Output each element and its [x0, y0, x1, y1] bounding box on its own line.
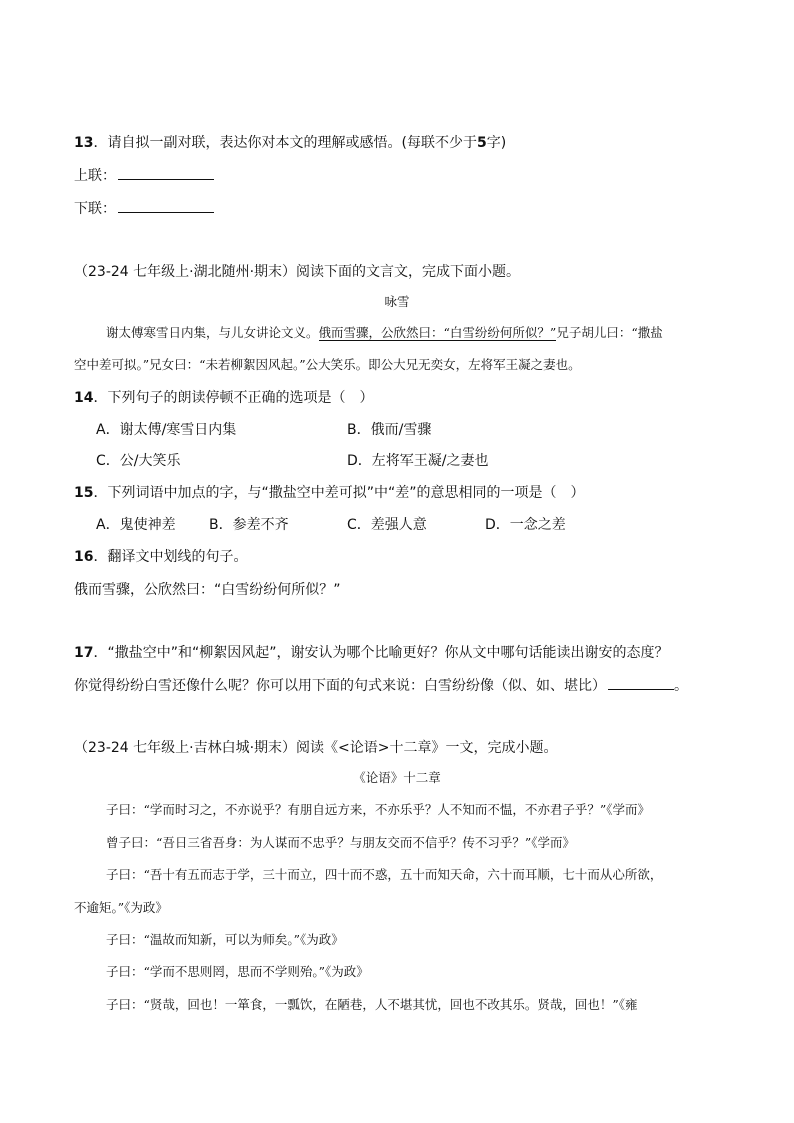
passage-line — [106, 323, 663, 343]
question-number: 14 — [74, 390, 94, 406]
question-17 — [74, 643, 669, 663]
question-17-line2 — [74, 675, 688, 696]
question-15 — [74, 483, 585, 503]
passage-line: 子曰：“贤哉，回也！一箪食，一瓢饮，在陋巷，人不堪其忧，回也不改其乐。贤哉，回也！”《雍 — [106, 997, 638, 1012]
option-b[interactable]: B．俄而/雪骤 — [347, 422, 432, 438]
passage-title: 《论语》十二章 — [353, 770, 441, 785]
passage-line: 空中差可拟。”兄女曰：“未若柳絮因风起。”公大笑乐。即公大兄无奕女，左将军王凝之妻也。 — [74, 357, 581, 372]
question-text: ．“撒盐空中”和“柳絮因风起”，谢安认为哪个比喻更好？你从文中哪句话能读出谢安的态度？ — [93, 645, 669, 661]
section-source: （23-24 七年级上·湖北随州·期末）阅读下面的文言文，完成下面小题。 — [74, 264, 521, 280]
question-number: 15 — [74, 485, 94, 501]
passage-line: 子曰：“学而时习之，不亦说乎？有朋自远方来，不亦乐乎？人不知而不愠，不亦君子乎？”《学而》 — [106, 802, 651, 817]
passage-line: 子曰：“温故而知新，可以为师矣。”《为政》 — [106, 932, 344, 947]
translate-sentence: 俄而雪骤，公欣然曰：“白雪纷纷何所似？” — [74, 582, 341, 598]
passage-line: 子曰：“吾十有五而志于学，三十而立，四十而不惑，五十而知天命，六十而耳顺，七十而从心所欲， — [106, 867, 663, 882]
question-text: 你觉得纷纷白雪还像什么呢？你可以用下面的句式来说：白雪纷纷像（似、如、堪比） — [74, 678, 606, 694]
question-number: 17 — [74, 645, 94, 661]
question-number: 16 — [74, 549, 94, 565]
question-14 — [74, 388, 373, 408]
passage-text: 兄子胡儿曰：“撒盐 — [556, 325, 663, 340]
passage-line: 子曰：“学而不思则罔，思而不学则殆。”《为政》 — [106, 964, 369, 979]
passage-line: 曾子曰：“吾日三省吾身：为人谋而不忠乎？与朋友交而不信乎？传不习乎？”《学而》 — [106, 835, 576, 850]
option-b[interactable]: B．参差不齐 — [209, 517, 289, 533]
word-count: 5 — [476, 135, 487, 151]
lower-couplet — [74, 198, 214, 219]
option-d[interactable]: D．一念之差 — [485, 517, 566, 533]
question-number: 13 — [74, 135, 94, 151]
option-a[interactable]: A．鬼使神差 — [96, 517, 176, 533]
question-text: ．下列词语中加点的字，与“撒盐空中差可拟”中“差”的意思相同的一项是（ ） — [93, 485, 585, 501]
question-16 — [74, 547, 247, 567]
lower-couplet-label: 下联： — [74, 201, 116, 217]
question-tail: 。 — [674, 678, 688, 694]
passage-line: 不逾矩。”《为政》 — [74, 900, 168, 915]
section-source: （23-24 七年级上·吉林白城·期末）阅读《<论语>十二章》一文，完成小题。 — [74, 740, 558, 756]
option-d[interactable]: D．左将军王凝/之妻也 — [347, 453, 489, 469]
question-text: ．请自拟一副对联，表达你对本文的理解或感悟。(每联不少于 — [93, 135, 477, 151]
option-a[interactable]: A．谢太傅/寒雪日内集 — [96, 422, 237, 438]
upper-couplet-label: 上联： — [74, 168, 116, 184]
passage-text: 谢太傅寒雪日内集，与儿女讲论文义。 — [106, 325, 319, 340]
passage-title: 咏雪 — [384, 294, 410, 309]
option-c[interactable]: C．公/大笑乐 — [96, 453, 181, 469]
lower-couplet-blank[interactable] — [118, 198, 214, 213]
question-text: ．翻译文中划线的句子。 — [93, 549, 248, 565]
underlined-sentence: 俄而雪骤，公欣然曰：“白雪纷纷何所似？” — [318, 325, 557, 340]
upper-couplet — [74, 165, 214, 186]
answer-blank[interactable] — [608, 675, 674, 690]
question-tail: 字) — [486, 135, 507, 151]
question-text: ．下列句子的朗读停顿不正确的选项是（ ） — [93, 390, 374, 406]
upper-couplet-blank[interactable] — [118, 165, 214, 180]
option-c[interactable]: C．差强人意 — [347, 517, 427, 533]
question-13 — [74, 133, 506, 153]
